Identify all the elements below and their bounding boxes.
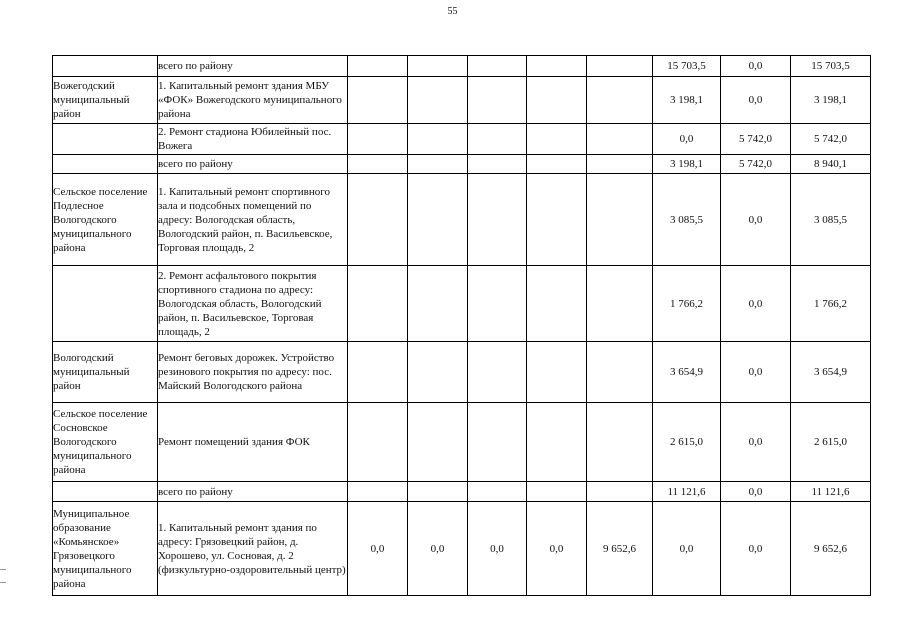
value-cell: 0,0 (721, 77, 791, 124)
value-cell: 0,0 (721, 403, 791, 482)
value-cell (348, 403, 408, 482)
value-cell (587, 342, 653, 403)
table-row (53, 266, 871, 342)
value-cell: 0,0 (721, 56, 791, 77)
value-cell (468, 56, 527, 77)
value-cell (527, 124, 587, 155)
description-cell: 2. Ремонт асфальтового покрытия спортивного стадиона по адресу: Вологодская область, Вологодский район, п. Васильевское, Торговая площадь, 2 (158, 266, 348, 342)
value-cell: 5 742,0 (721, 124, 791, 155)
value-cell: 0,0 (527, 502, 587, 596)
value-cell: 0,0 (348, 502, 408, 596)
value-cell: 3 198,1 (791, 77, 871, 124)
value-cell (527, 482, 587, 502)
value-cell: 0,0 (721, 174, 791, 266)
value-cell (408, 155, 468, 174)
value-cell: 0,0 (468, 502, 527, 596)
value-cell (468, 482, 527, 502)
value-cell (587, 482, 653, 502)
value-cell: 3 085,5 (653, 174, 721, 266)
value-cell: 0,0 (721, 482, 791, 502)
description-cell: Ремонт помещений здания ФОК (158, 403, 348, 482)
table-row (53, 482, 871, 502)
value-cell: 11 121,6 (653, 482, 721, 502)
value-cell (587, 266, 653, 342)
value-cell: 2 615,0 (791, 403, 871, 482)
value-cell: 2 615,0 (653, 403, 721, 482)
value-cell (468, 174, 527, 266)
value-cell: 0,0 (653, 124, 721, 155)
value-cell: 0,0 (721, 342, 791, 403)
table-row (53, 502, 871, 596)
name-cell (53, 482, 158, 502)
table-row (53, 124, 871, 155)
table-row (53, 342, 871, 403)
value-cell (468, 124, 527, 155)
value-cell (408, 77, 468, 124)
table-row (53, 403, 871, 482)
value-cell (527, 266, 587, 342)
value-cell (468, 403, 527, 482)
name-cell: Вологодский муниципальный район (53, 342, 158, 403)
table-row (53, 174, 871, 266)
value-cell (348, 77, 408, 124)
value-cell: 1 766,2 (791, 266, 871, 342)
value-cell (408, 403, 468, 482)
value-cell (408, 266, 468, 342)
value-cell (527, 342, 587, 403)
value-cell: 1 766,2 (653, 266, 721, 342)
name-cell: Вожегодский муниципальный район (53, 77, 158, 124)
description-cell: 1. Капитальный ремонт здания МБУ «ФОК» Вожегодского муниципального района (158, 77, 348, 124)
value-cell (348, 56, 408, 77)
value-cell (348, 155, 408, 174)
value-cell (348, 124, 408, 155)
value-cell: 9 652,6 (791, 502, 871, 596)
value-cell: 3 654,9 (791, 342, 871, 403)
name-cell (53, 56, 158, 77)
description-cell: 2. Ремонт стадиона Юбилейный пос. Вожега (158, 124, 348, 155)
table-row (53, 77, 871, 124)
value-cell (527, 56, 587, 77)
value-cell (408, 174, 468, 266)
value-cell (408, 482, 468, 502)
description-cell: Ремонт беговых дорожек. Устройство резинового покрытия по адресу: пос. Майский Вологодского района (158, 342, 348, 403)
table-row (53, 155, 871, 174)
value-cell: 8 940,1 (791, 155, 871, 174)
name-cell: Сельское поселение Подлесное Вологодского муниципального района (53, 174, 158, 266)
value-cell: 9 652,6 (587, 502, 653, 596)
table-row (53, 56, 871, 77)
value-cell (408, 342, 468, 403)
value-cell (587, 174, 653, 266)
description-cell: 1. Капитальный ремонт спортивного зала и подсобных помещений по адресу: Вологодская область, Вологодский район, п. Васильевское, Торговая площадь, 2 (158, 174, 348, 266)
value-cell: 0,0 (721, 266, 791, 342)
value-cell: 15 703,5 (791, 56, 871, 77)
value-cell: 0,0 (721, 502, 791, 596)
value-cell (348, 266, 408, 342)
value-cell (587, 56, 653, 77)
value-cell (348, 174, 408, 266)
value-cell (408, 56, 468, 77)
value-cell: 0,0 (653, 502, 721, 596)
value-cell (468, 342, 527, 403)
value-cell (468, 266, 527, 342)
value-cell: 5 742,0 (721, 155, 791, 174)
value-cell: 3 198,1 (653, 155, 721, 174)
value-cell (348, 342, 408, 403)
value-cell (587, 155, 653, 174)
value-cell: 11 121,6 (791, 482, 871, 502)
value-cell: 3 654,9 (653, 342, 721, 403)
value-cell (468, 155, 527, 174)
value-cell (527, 403, 587, 482)
budget-table (52, 55, 871, 596)
value-cell (408, 124, 468, 155)
value-cell: 0,0 (408, 502, 468, 596)
description-cell: всего по району (158, 56, 348, 77)
description-cell: 1. Капитальный ремонт здания по адресу: Грязовецкий район, д. Хорошево, ул. Сосновая, д. 2 (физкультурно-оздоровительный центр) (158, 502, 348, 596)
description-cell: всего по району (158, 482, 348, 502)
name-cell (53, 155, 158, 174)
value-cell (587, 77, 653, 124)
value-cell (527, 174, 587, 266)
description-cell: всего по району (158, 155, 348, 174)
name-cell: Муниципальное образование «Комьянское» Грязовецкого муниципального района (53, 502, 158, 596)
value-cell: 15 703,5 (653, 56, 721, 77)
value-cell (587, 403, 653, 482)
value-cell (527, 77, 587, 124)
name-cell (53, 124, 158, 155)
value-cell: 3 198,1 (653, 77, 721, 124)
value-cell (468, 77, 527, 124)
value-cell (348, 482, 408, 502)
page-number: 55 (447, 6, 458, 17)
value-cell (527, 155, 587, 174)
binding-mark (0, 569, 6, 583)
value-cell (587, 124, 653, 155)
value-cell: 3 085,5 (791, 174, 871, 266)
name-cell: Сельское поселение Сосновское Вологодского муниципального района (53, 403, 158, 482)
name-cell (53, 266, 158, 342)
value-cell: 5 742,0 (791, 124, 871, 155)
